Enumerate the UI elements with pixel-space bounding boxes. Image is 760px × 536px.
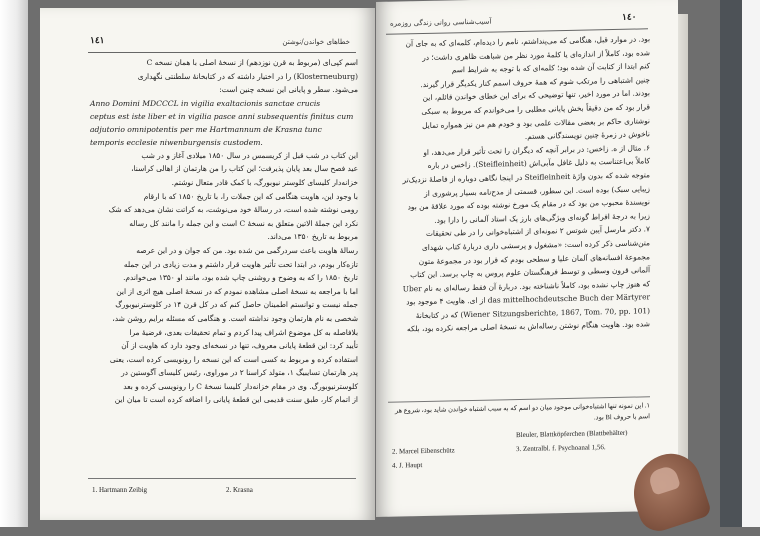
latin-line-1: Anno Domini MDCCCL in vigilia exaltacionis sanctae crucis xyxy=(90,98,321,108)
left-line-23: استفاده کرده و مربوط به کسی است که این نسخه را رونویسی کرده است، یعنی xyxy=(109,354,358,364)
right-line-13: نویسندهٔ محبوب من بود که در مقام یک مورخ نوشته بوده که مورد علاقهٔ من بود xyxy=(407,197,650,212)
left-line-22: تأیید کرد: این قطعهٔ پایانی معروف، تنها در نسخه‌ای وجود دارد که هاویت از آن xyxy=(121,341,358,351)
right-line-9: ۶. مثال از ه. زاخس: در برابر آنچه که دیگران را تحت تأثیر قرار می‌دهد، او xyxy=(423,143,650,157)
right-line-1: بود. در موارد قبل، هنگامی که می‌پنداشتم، نامم را دیده‌ام، کلمه‌ای که به جای آن xyxy=(405,34,650,49)
right-line-5: بودند. اما در مورد اخیر، تنها توضیحی که برای این خطای خواندن قائلم، این xyxy=(422,88,650,103)
right-line-10: کاملاً بی‌اعتناست به دلیل غافل مآبی‌اش (Steifleinheit). زاخس در باره xyxy=(427,156,650,171)
left-line-8: این کتاب در شب قبل از کریسمس در سال ۱۸۵۰ میلادی آغاز و در شب xyxy=(141,150,358,160)
right-line-17: مجموعهٔ افسانه‌های آلمان علیا و سطحی بودم که قرار بود در مجموعهٔ متون xyxy=(418,251,650,266)
latin-line-4: temporis ecclesie niwenburgensis custodem. xyxy=(90,137,263,147)
left-line-14: مربوط به تاریخ ۱۳۵۰ می‌داند. xyxy=(267,232,358,242)
right-line-3: کنم ابتدا از کتابت آن شده بود؛ کلمه‌ای که با توجه به شرایط اسم xyxy=(451,61,650,75)
left-line-16: تازه‌کار بودم، در ابتدا تحت تأثیر هاویت قرار داشتم و مدت زیادی در این جمله xyxy=(123,259,358,269)
right-line-8: ناخوش در زمرهٔ چنین نویسندگانی هستم. xyxy=(524,129,650,142)
right-line-4: چنین اشتباهی را مرتکب شوم که همهٔ حروف اسمم کنار یکدیگر قرار گیرند. xyxy=(420,75,650,89)
right-line-12: زیبایی سبک) بوده است. این سطور، قسمتی از مدح‌نامه بسیار پرشوری از xyxy=(424,183,650,198)
left-line-10: خزانه‌دار کلیسای کلوستر نیوبورگ، با کمک قادر متعال نوشتم. xyxy=(171,177,358,187)
left-line-20: شخصی به نام هارتمان وجود نداشته است. و هنگامی که مسئله برایم روشن شد، xyxy=(112,313,358,323)
latin-line-2: ceptus est iste liber et in vigilia pasce anni subsequentis finitus cum xyxy=(90,111,354,121)
right-footnote-bleuler: Bleuler, Blattköpferchen (Blattbehälter) xyxy=(516,428,628,440)
scanner-background-band xyxy=(720,0,742,527)
left-head-rule xyxy=(88,52,356,53)
scanner-frame-left xyxy=(0,0,28,527)
right-line-20: das mittelhochdeutsche Buch der Märtyrer از ای. هاویت ۴ موجود بود xyxy=(406,292,650,307)
left-line-9: عید فصح سال بعد پایان پذیرفت؛ این کتاب را من هارتمان از اهالی کراسنا، xyxy=(131,164,358,174)
right-line-18: آلمانی قرون وسطی و توسط فرهنگستان علوم پروس به چاپ برسد. این کتاب xyxy=(410,265,650,280)
right-page-number: ١٤٠ xyxy=(622,12,637,23)
left-line-2: (Klosterneuburg) را در اختیار داشته که در کتابخانهٔ سلطنتی نگهداری xyxy=(137,71,358,81)
left-running-head: خطاهای خواندن/نوشتن xyxy=(282,38,350,46)
right-line-22: شده بود. هاویت هنگام نوشتن رساله‌اش به نسخهٔ اصلی مراجعه نکرده بود، بلکه xyxy=(407,319,650,334)
left-line-26: از اتمام کار، طبق سنت قدیمی این قطعهٔ پایانی را اضافه کرده است تا میان این xyxy=(114,395,358,405)
left-line-12: رومی نوشته شده است، در رسالهٔ خود می‌نوشت، به کراتت نشان می‌دهد که شک xyxy=(108,205,358,215)
left-line-21: بلافاصله به کل موضوع اشراف پیدا کردم و تمام تحقیقات بعدی، فرضیهٔ مرا xyxy=(129,327,358,337)
right-footnote-1: ۱. این نمونه تنها اشتباه‌خوانی موجود میان دو اسم که به سبب اشتباه خواندن شاید بود، شروع هر اسم با حروف Bl بود. xyxy=(394,402,650,422)
scanner-frame-right xyxy=(742,0,760,527)
right-line-14: زیرا به درجهٔ افراط گونه‌ای ویژگی‌های بارز یک استاد آلمانی را دارا بود. xyxy=(434,210,650,225)
right-running-head: آسیب‌شناسی روانی زندگی روزمره xyxy=(390,17,492,28)
right-body-text xyxy=(388,32,650,337)
left-line-19: جمله نیست و توانستم اطمینان حاصل کنم که در کل قرن ۱۴ در کلوسترنیوبورگ xyxy=(115,300,358,310)
right-line-21: (Wiener Sitzungsberichte, 1867, Tom. 70, pp. 101) که در کتابخانهٔ xyxy=(415,306,650,321)
left-body-text xyxy=(90,56,358,407)
left-footnote-1: 1. Hartmann Zeibig xyxy=(92,486,148,494)
left-line-11: با وجود این، هاویت هنگامی که این جملات را، با تاریخ ۱۸۵۰ که با ارقام xyxy=(143,191,358,201)
left-footnote-2: 2. Krasna xyxy=(226,486,253,494)
left-footnote-rule xyxy=(88,478,356,479)
right-line-15: ۷. دکتر مارسل آیبن شوتس ۲ نمونه‌ای از اشتباه‌خوانی را در طی تحقیقات xyxy=(425,224,650,239)
left-page-number: ١٤١ xyxy=(90,36,105,46)
left-line-1: اسم کپی‌ای (مربوط به قرن نوزدهم) از نسخهٔ اصلی با همان نسخه C xyxy=(146,58,358,67)
left-line-24: پدر هارتمان تسایبیگ ۱، متولد کراسنا ۲ در موراوی، رئیس کلیسای آگوستین در xyxy=(121,368,358,378)
right-line-19: که هنوز چاپ نشده بود، کاملاً ناشناخته بود. دربارهٔ آن فقط رساله‌ای به نام Uber xyxy=(402,278,650,294)
right-line-6: قرار بود که من دقیقاً بخش پایانی مطلبی را می‌خواندم که مربوط به سبکی xyxy=(421,102,650,117)
right-footnote-3: 3. Zentralbl. f. Psychoanal 1,56. xyxy=(516,443,606,454)
right-line-11: متوجه شده که بدون واژهٔ Steifleinheit در اینجا نگاهی دوباره از فاصلهٔ نزدیک‌تر xyxy=(402,170,650,185)
left-line-13: نکرد این جملهٔ الاتین متعلق به نسخهٔ C است و این جمله را مانند کل رساله xyxy=(129,218,358,228)
left-line-15: رسالهٔ هاویت باعث سردرگمی من شده بود. من که جوان و در این عرصه xyxy=(136,245,358,255)
left-line-25: کلوسترنیوبورگ. وی در مقام خزانه‌دار کلیسا نسخهٔ C را رونویسی کرده و بعد xyxy=(123,381,358,391)
right-footnote-2: 2. Marcel Eibenschütz xyxy=(392,446,455,456)
left-page xyxy=(40,8,375,520)
latin-line-3: adjutorio omnipotentis per me Hartmannum de Krasna tunc xyxy=(90,124,322,134)
right-line-7: نوشتاری حاکم بر بعضی مقالات علمی بود و خودم هم من نیز همواره تمایل xyxy=(422,115,650,130)
right-page xyxy=(376,0,678,517)
left-line-3: می‌شود. سطر و پایانی این نسخه چنین است: xyxy=(219,85,358,95)
right-line-2: شده بود، کاملاً از اندازه‌ای یا کلمهٔ مورد نظر من شباهت ظاهری داشت؛ در xyxy=(422,47,650,62)
right-line-16: متن‌شناسی ذکر کرده است: «مشغول و پرسشی داری دربارهٔ کتاب شهدای xyxy=(421,238,650,252)
left-line-17: تاریخ ۱۸۵۰ را که به وضوح و روشنی چاپ شده بود، مانند او ۱۳۵۰ می‌خواندم. xyxy=(123,273,358,283)
right-footnote-4: 4. J. Haupt xyxy=(392,461,423,470)
left-line-18: اما با مراجعه به نسخهٔ اصلی مشاهده نمودم که در نسخهٔ اصلی هیچ اثری از این xyxy=(116,286,358,296)
